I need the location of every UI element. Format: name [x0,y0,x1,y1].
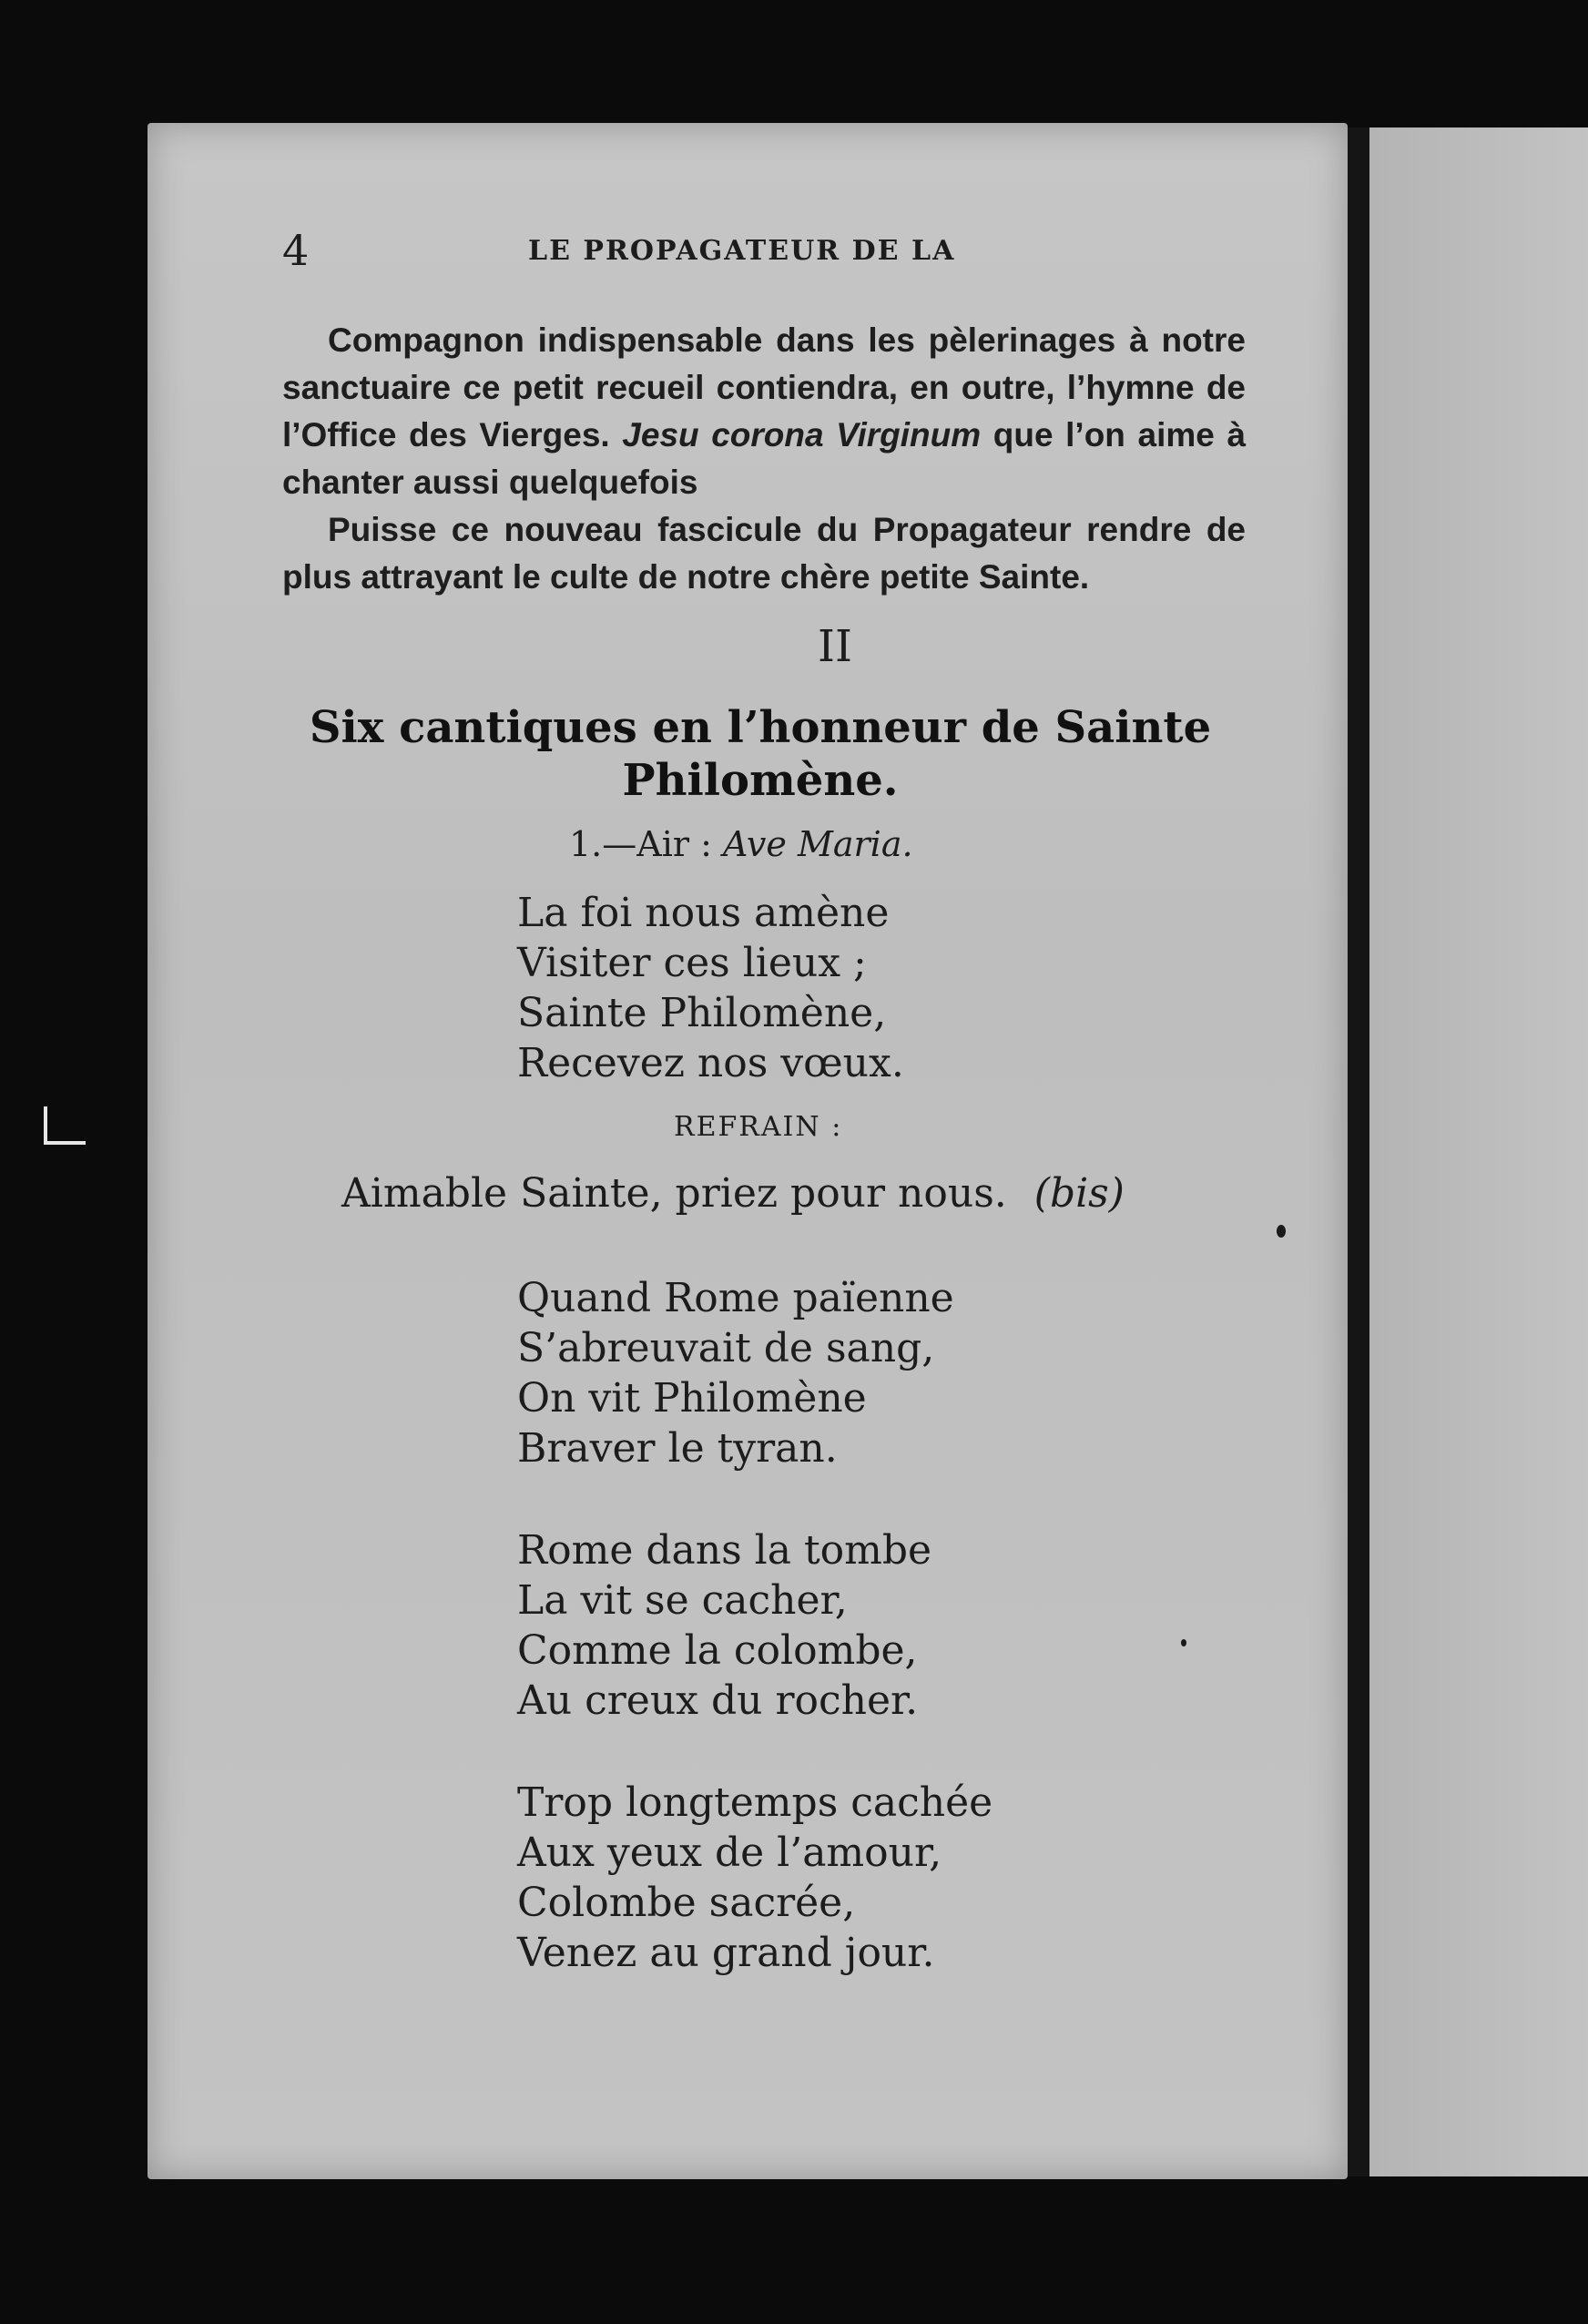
verse-line: La foi nous amène [517,890,890,936]
verse-line: Braver le tyran. [517,1425,838,1472]
stanza-2 [517,1273,954,1473]
verse-line: Au creux du rocher. [517,1677,919,1724]
verse-line: Recevez nos vœux. [517,1040,904,1086]
refrain-bis: (bis) [1033,1170,1125,1217]
intro-text [282,317,1246,601]
verse-line: On vit Philomène [517,1375,867,1422]
stanza-4 [517,1778,992,1978]
verse-line: Venez au grand jour. [517,1930,935,1976]
intro-p1-text-end: que l’on aime à chanter aussi quelquefois [282,416,1247,501]
refrain [341,1170,1125,1217]
hymn-air [569,824,913,864]
page-gutter [1348,127,1369,2176]
verse-line: Aux yeux de l’amour, [517,1830,942,1876]
page-number: 4 [282,226,310,275]
verse-line: Quand Rome païenne [517,1275,954,1321]
scan-speck [1277,1225,1286,1238]
section-title: Six cantiques en l’honneur de Sainte Philomène. [309,702,1212,806]
verse-line: Colombe sacrée, [517,1880,856,1926]
facing-page-edge [1369,127,1588,2176]
air-name: Ave Maria. [723,824,913,864]
verse-line: S’abreuvait de sang, [517,1325,935,1371]
verse-line: La vit se cacher, [517,1577,848,1624]
stanza-1 [517,888,904,1088]
scan-speck [1181,1639,1186,1646]
intro-paragraph-2: Puisse ce nouveau fascicule du Propagateur rendre de plus attrayant le culte de notre chère petite Sainte. [282,511,1246,596]
air-label: 1.—Air : [569,824,712,864]
hymn-title-italic: Jesu corona Virginum [622,416,982,454]
verse-line: Trop longtemps cachée [517,1779,993,1826]
stanza-3 [517,1525,931,1726]
verse-line: Rome dans la tombe [517,1527,932,1574]
refrain-label: REFRAIN : [674,1111,843,1143]
verse-line: Sainte Philomène, [517,990,887,1036]
refrain-text: Aimable Sainte, priez pour nous. [341,1170,1007,1217]
running-head-title: LE PROPAGATEUR DE LA [528,235,956,267]
intro-paragraph-1 [282,317,1246,506]
section-number: II [818,621,852,672]
verse-line: Comme la colombe, [517,1627,918,1674]
scan-artifact [44,1106,86,1145]
intro-p1-text: Compagnon indispensable dans les pèlerinages à notre sanctuaire ce petit recueil contiendra, en outre, l’hymne de l’Office des Vierges. [282,321,1246,454]
verse-line: Visiter ces lieux ; [517,940,867,986]
